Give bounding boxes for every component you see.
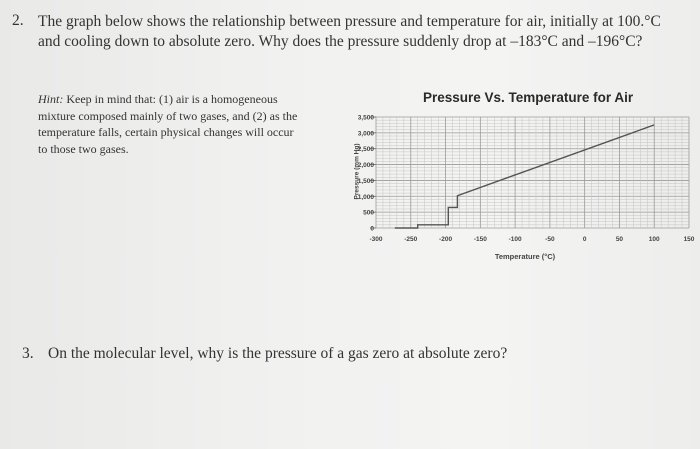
x-tick-label: 100	[648, 236, 660, 243]
x-tick-label: -50	[545, 236, 555, 243]
x-tick-label: 0	[582, 236, 587, 243]
hint-label: Hint:	[38, 92, 64, 106]
chart-ticks	[358, 115, 695, 244]
question-3-text: On the molecular level, why is the pressure of a gas zero at absolute zero?	[48, 345, 508, 362]
question-2-number: 2.	[12, 12, 24, 29]
hint-text: Keep in mind that: (1) air is a homogeneous mixture composed mainly of two gases, and (2) as the temperature falls, certain physical changes will occur to those two gases.	[38, 92, 298, 156]
chart-title: Pressure Vs. Temperature for Air	[423, 90, 634, 105]
y-tick-label: 2,500	[357, 146, 374, 154]
x-tick-label: -200	[439, 236, 453, 243]
y-tick-label: 3,000	[357, 130, 374, 138]
x-tick-label: -100	[508, 236, 522, 243]
chart-grid	[376, 117, 689, 228]
chart-series	[395, 125, 654, 228]
y-tick-label: 1,000	[357, 193, 374, 201]
x-tick-label: -300	[369, 236, 383, 243]
y-tick-label: 0	[370, 225, 374, 233]
x-tick-label: -250	[404, 236, 418, 243]
x-axis-label: Temperature (°C)	[494, 252, 556, 261]
y-tick-label: 3,500	[357, 114, 374, 122]
question-2-text: The graph below shows the relationship between pressure and temperature for air, initially at 100.°C and cooling down to absolute zero. Why does the pressure suddenly drop at –183°C and –196°C?	[38, 13, 661, 50]
x-tick-label: -150	[473, 236, 487, 243]
y-tick-label: 2,000	[357, 162, 374, 170]
y-tick-label: 1,500	[357, 177, 374, 185]
y-axis-label: Pressure (mm Hg)	[353, 143, 361, 200]
x-tick-label: 50	[615, 236, 624, 243]
y-tick-label: 500	[363, 209, 374, 217]
question-3-number: 3.	[22, 345, 34, 362]
x-tick-label: 150	[683, 236, 695, 243]
